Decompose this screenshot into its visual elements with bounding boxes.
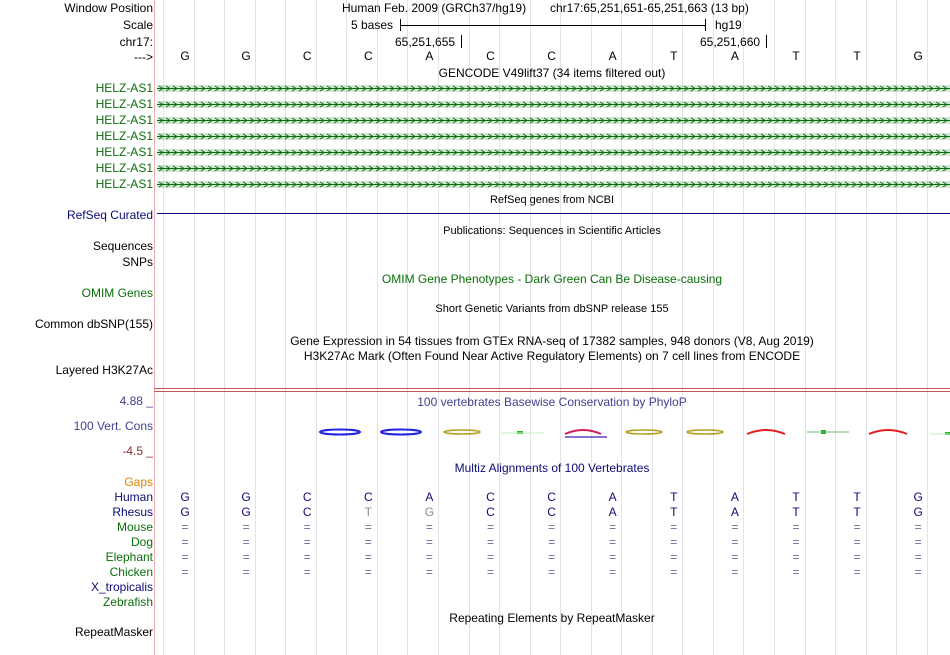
sequence-base: T — [792, 49, 800, 63]
gencode-gene-label[interactable]: HELZ-AS1 — [95, 113, 153, 127]
multiz-base: = — [914, 535, 922, 549]
multiz-base: = — [792, 535, 800, 549]
chrom-label: chr17: — [119, 35, 153, 49]
position-readout: chr17:65,251,651-65,251,663 (13 bp) — [550, 1, 749, 15]
multiz-base: = — [425, 565, 433, 579]
track-divider-bottom — [154, 391, 950, 392]
multiz-base: = — [792, 520, 800, 534]
guide-line — [774, 0, 775, 655]
multiz-base: T — [792, 505, 800, 519]
multiz-base: = — [792, 565, 800, 579]
multiz-base: = — [181, 550, 189, 564]
multiz-base: = — [914, 550, 922, 564]
multiz-base: = — [609, 535, 617, 549]
multiz-base: G — [241, 490, 251, 504]
coord-left-tick — [461, 35, 462, 48]
phylop-label[interactable]: 100 Vert. Cons — [73, 419, 153, 433]
multiz-base: T — [853, 505, 861, 519]
multiz-base: C — [302, 490, 312, 504]
multiz-base: = — [731, 550, 739, 564]
multiz-base: C — [302, 505, 312, 519]
multiz-base: = — [609, 550, 617, 564]
guide-line — [224, 0, 225, 655]
multiz-base: = — [609, 520, 617, 534]
gencode-transcript[interactable] — [157, 181, 950, 188]
refseq-title[interactable]: RefSeq genes from NCBI — [489, 194, 615, 206]
multiz-base: = — [425, 550, 433, 564]
multiz-base: = — [670, 535, 678, 549]
multiz-base: = — [242, 565, 250, 579]
multiz-base: = — [670, 565, 678, 579]
guide-line — [346, 0, 347, 655]
guide-line — [407, 0, 408, 655]
phylop-logo-c7 — [687, 430, 723, 434]
multiz-base: = — [242, 535, 250, 549]
multiz-base: T — [670, 505, 678, 519]
multiz-base: = — [548, 520, 556, 534]
multiz-base: C — [486, 505, 495, 519]
gencode-transcript[interactable] — [157, 165, 950, 172]
phylop-logo-g1 — [320, 430, 360, 435]
publications-title[interactable]: Publications: Sequences in Scientific Articles — [443, 225, 661, 237]
multiz-base: G — [913, 505, 923, 519]
sequence-base: C — [486, 49, 495, 63]
dbsnp-title[interactable]: Short Genetic Variants from dbSNP release 155 — [435, 303, 669, 315]
gencode-transcript[interactable] — [157, 85, 950, 92]
multiz-base: T — [792, 490, 800, 504]
multiz-base: = — [364, 535, 372, 549]
phylop-logo-c6 — [626, 430, 662, 434]
multiz-base: = — [303, 550, 311, 564]
multiz-species-label[interactable]: Rhesus — [112, 505, 153, 519]
gaps-label: Gaps — [124, 475, 153, 489]
phylop-logo-a8 — [747, 430, 785, 434]
guide-line — [530, 0, 531, 655]
multiz-base: = — [486, 565, 494, 579]
refseq-line[interactable] — [157, 213, 950, 214]
multiz-base: A — [425, 490, 434, 504]
multiz-base: = — [181, 520, 189, 534]
guide-line — [713, 0, 714, 655]
sequence-base: G — [180, 49, 190, 63]
guide-line — [652, 0, 653, 655]
sequence-base: C — [363, 49, 373, 63]
phylop-logo-c3 — [444, 430, 480, 434]
multiz-base: T — [364, 505, 372, 519]
multiz-base: A — [730, 505, 739, 519]
refseq-label[interactable]: RefSeq Curated — [66, 208, 153, 222]
multiz-base: = — [303, 520, 311, 534]
sequence-base: G — [913, 49, 923, 63]
phylop-min: -4.5 _ — [122, 444, 153, 458]
phylop-logo-g2 — [381, 430, 421, 435]
omim-title[interactable]: OMIM Gene Phenotypes - Dark Green Can Be Disease-causing — [381, 272, 723, 286]
multiz-base: = — [364, 565, 372, 579]
gencode-gene-label[interactable]: HELZ-AS1 — [95, 161, 153, 175]
phylop-glyphs — [155, 420, 950, 444]
multiz-base: = — [853, 565, 861, 579]
multiz-base: = — [670, 520, 678, 534]
multiz-base: C — [486, 490, 495, 504]
multiz-base: = — [914, 565, 922, 579]
h3k27ac-title[interactable]: H3K27Ac Mark (Often Found Near Active Regulatory Elements) on 7 cell lines from ENCODE — [303, 349, 801, 363]
sequence-base: G — [241, 49, 251, 63]
multiz-base: = — [425, 520, 433, 534]
phylop-logo-t11 — [930, 432, 950, 435]
phylop-max: 4.88 _ — [119, 394, 153, 408]
scale-text: 5 bases — [351, 18, 394, 32]
multiz-base: = — [486, 550, 494, 564]
multiz-base: C — [363, 490, 373, 504]
multiz-base: = — [486, 535, 494, 549]
repeatmasker-title[interactable]: Repeating Elements by RepeatMasker — [449, 611, 655, 625]
sequence-base: A — [425, 49, 434, 63]
gencode-gene-label[interactable]: HELZ-AS1 — [95, 97, 153, 111]
omim-label[interactable]: OMIM Genes — [81, 286, 153, 300]
multiz-base: = — [670, 550, 678, 564]
multiz-base: = — [731, 535, 739, 549]
sequence-base: T — [670, 49, 678, 63]
multiz-species-label[interactable]: Human — [114, 490, 153, 504]
snps-label[interactable]: SNPs — [122, 255, 153, 269]
multiz-base: T — [853, 490, 861, 504]
multiz-base: = — [303, 565, 311, 579]
gencode-title[interactable]: GENCODE V49lift37 (34 items filtered out) — [438, 66, 666, 80]
multiz-base: = — [303, 535, 311, 549]
multiz-base: G — [180, 490, 190, 504]
multiz-base: = — [731, 565, 739, 579]
sequence-base: A — [608, 49, 617, 63]
repeatmasker-label[interactable]: RepeatMasker — [74, 625, 153, 639]
multiz-base: = — [242, 550, 250, 564]
guide-line — [835, 0, 836, 655]
multiz-species-label[interactable]: X_tropicalis — [90, 580, 153, 594]
gencode-transcript[interactable] — [157, 133, 950, 140]
multiz-base: = — [242, 520, 250, 534]
coord-left: 65,251,655 — [395, 35, 456, 49]
assembly-name: Human Feb. 2009 (GRCh37/hg19) — [342, 1, 527, 15]
multiz-species-label[interactable]: Chicken — [109, 565, 153, 579]
multiz-base: A — [608, 490, 617, 504]
phylop-title[interactable]: 100 vertebrates Basewise Conservation by PhyloP — [417, 395, 687, 409]
scale-label: Scale — [122, 18, 153, 32]
multiz-species-label[interactable]: Zebrafish — [102, 595, 153, 609]
multiz-base: = — [181, 535, 189, 549]
multiz-base: A — [608, 505, 617, 519]
multiz-base: = — [548, 565, 556, 579]
coord-right: 65,251,660 — [700, 35, 761, 49]
multiz-base: G — [180, 505, 190, 519]
multiz-base: = — [853, 535, 861, 549]
gencode-transcript[interactable] — [157, 149, 950, 156]
multiz-base: = — [731, 520, 739, 534]
multiz-base: = — [486, 520, 494, 534]
track-divider-top — [154, 388, 950, 389]
scale-bar — [400, 25, 706, 26]
guide-line — [163, 0, 164, 655]
sequence-base: C — [302, 49, 312, 63]
multiz-species-label[interactable]: Elephant — [105, 550, 153, 564]
multiz-base: T — [670, 490, 678, 504]
phylop-logo-a5 — [565, 430, 607, 437]
multiz-base: = — [609, 565, 617, 579]
guide-line — [285, 0, 286, 655]
phylop-logo-a10 — [869, 430, 907, 434]
multiz-base: = — [548, 550, 556, 564]
multiz-species-label[interactable]: Mouse — [116, 520, 153, 534]
sequence-base: C — [547, 49, 556, 63]
multiz-base: = — [548, 535, 556, 549]
gencode-transcript[interactable] — [157, 117, 950, 124]
h3k27ac-label[interactable]: Layered H3K27Ac — [55, 363, 153, 377]
dbsnp-label[interactable]: Common dbSNP(155) — [34, 317, 153, 331]
gencode-gene-label[interactable]: HELZ-AS1 — [95, 129, 153, 143]
multiz-base: = — [181, 565, 189, 579]
gencode-gene-label[interactable]: HELZ-AS1 — [95, 81, 153, 95]
multiz-base: = — [364, 520, 372, 534]
gencode-gene-label[interactable]: HELZ-AS1 — [95, 145, 153, 159]
multiz-base: C — [547, 505, 556, 519]
multiz-base: = — [853, 520, 861, 534]
sequence-base: A — [730, 49, 739, 63]
strand-label: ---> — [134, 50, 153, 64]
scale-bar-right-tick — [705, 19, 706, 31]
multiz-base: A — [730, 490, 739, 504]
sequence-base: T — [853, 49, 861, 63]
gencode-gene-label[interactable]: HELZ-AS1 — [95, 177, 153, 191]
multiz-base: = — [914, 520, 922, 534]
gtex-title[interactable]: Gene Expression in 54 tissues from GTEx RNA-seq of 17382 samples, 948 donors (V8, Aug 2019) — [290, 334, 814, 348]
multiz-species-label[interactable]: Dog — [130, 535, 153, 549]
coord-right-tick — [766, 35, 767, 48]
multiz-base: G — [424, 505, 435, 519]
phylop-logo-c4 — [501, 431, 544, 434]
multiz-base: = — [425, 535, 433, 549]
multiz-base: G — [241, 505, 251, 519]
sequences-label[interactable]: Sequences — [92, 239, 153, 253]
multiz-base: = — [364, 550, 372, 564]
multiz-base: = — [792, 550, 800, 564]
label-separator — [154, 0, 155, 655]
sequence-row — [0, 49, 950, 63]
multiz-title[interactable]: Multiz Alignments of 100 Vertebrates — [454, 461, 650, 475]
gencode-transcript[interactable] — [157, 101, 950, 108]
guide-line — [896, 0, 897, 655]
multiz-base: = — [853, 550, 861, 564]
multiz-base: C — [547, 490, 556, 504]
multiz-base: G — [913, 490, 923, 504]
guide-line — [469, 0, 470, 655]
window-position-label: Window Position — [64, 1, 153, 15]
phylop-logo-t9 — [807, 430, 849, 434]
scale-db: hg19 — [715, 18, 742, 32]
guide-line — [591, 0, 592, 655]
